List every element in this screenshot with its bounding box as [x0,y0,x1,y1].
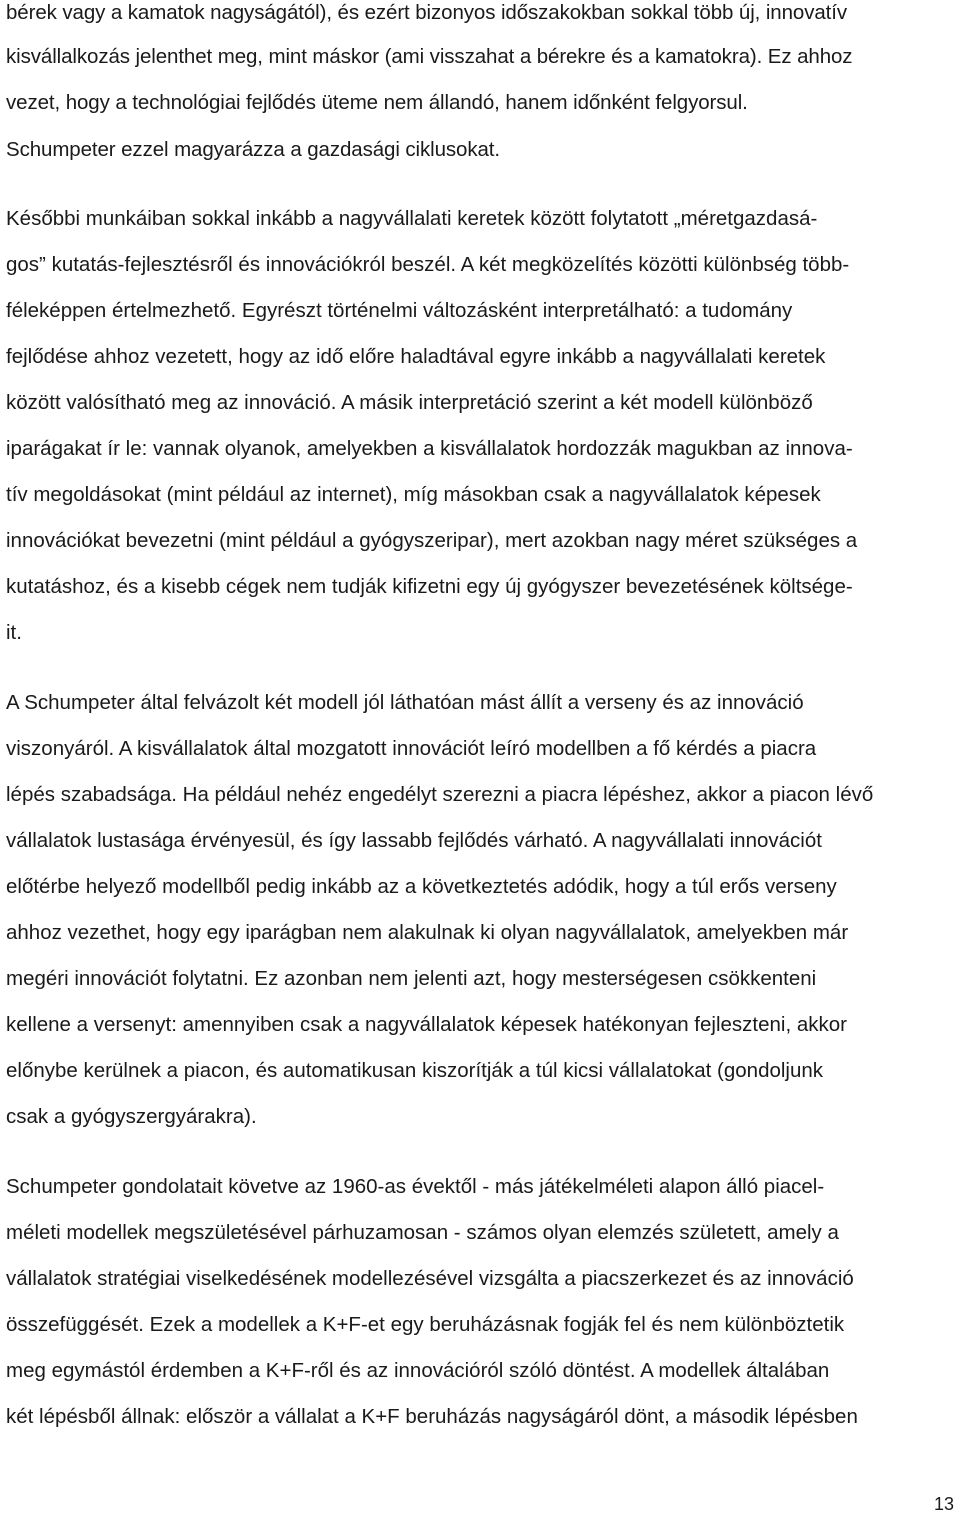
text-line: előnybe kerülnek a piacon, és automatikusan kiszorítják a túl kicsi vállalatokat (gondoljunk [6,1059,824,1082]
text-line: iparágakat ír le: vannak olyanok, amelyekben a kisvállalatok hordozzák magukban az innova- [6,437,853,460]
page-number: 13 [933,1494,954,1514]
text-line: összefüggését. Ezek a modellek a K+F-et egy beruházásnak fogják fel és nem különböztetik [6,1313,845,1336]
text-line: két lépésből állnak: először a vállalat a K+F beruházás nagyságáról dönt, a második lépésben [6,1405,858,1428]
text-line: megéri innovációt folytatni. Ez azonban nem jelenti azt, hogy mesterségesen csökkenteni [6,967,817,990]
text-line: kellene a versenyt: amennyiben csak a nagyvállalatok képesek hatékonyan fejleszteni, akkor [6,1013,847,1036]
text-line: féleképpen értelmezhető. Egyrészt történelmi változásként interpretálható: a tudomány [6,299,793,322]
text-line: fejlődése ahhoz vezetett, hogy az idő előre haladtával egyre inkább a nagyvállalati keretek [6,345,826,368]
text-line: innovációkat bevezetni (mint például a gyógyszeripar), mert azokban nagy méret szükséges a [6,529,858,552]
text-line: kisvállalkozás jelenthet meg, mint máskor (ami visszahat a bérekre és a kamatokra). Ez ahhoz [6,45,853,68]
text-line: tív megoldásokat (mint például az internet), míg másokban csak a nagyvállalatok képesek [6,483,821,506]
text-line: bérek vagy a kamatok nagyságától), és ezért bizonyos időszakokban sokkal több új, innovatív [6,1,847,24]
text-line: gos” kutatás-fejlesztésről és innovációkról beszél. A két megközelítés közötti különbség több- [6,253,850,276]
text-line: vállalatok lustasága érvényesül, és így lassabb fejlődés várható. A nagyvállalati innovációt [6,829,822,852]
text-line: előtérbe helyező modellből pedig inkább az a következtetés adódik, hogy a túl erős verseny [6,875,837,898]
text-line: Schumpeter gondolatait követve az 1960-as évektől - más játékelméleti alapon álló piacel- [6,1175,825,1198]
text-line: meg egymástól érdemben a K+F-ről és az innovációról szóló döntést. A modellek általában [6,1359,830,1382]
text-line: lépés szabadsága. Ha például nehéz engedélyt szerezni a piacra lépéshez, akkor a piacon lévő [6,783,874,806]
text-line: viszonyáról. A kisvállalatok által mozgatott innovációt leíró modellben a fő kérdés a piacra [6,737,817,760]
text-line: ahhoz vezethet, hogy egy iparágban nem alakulnak ki olyan nagyvállalatok, amelyekben már [6,921,849,944]
text-line: Későbbi munkáiban sokkal inkább a nagyvállalati keretek között folytatott „méretgazdasá- [6,207,818,230]
text-line: méleti modellek megszületésével párhuzamosan - számos olyan elemzés született, amely a [6,1221,839,1244]
text-line: A Schumpeter által felvázolt két modell jól láthatóan mást állít a verseny és az innováció [6,691,804,714]
text-line: között valósítható meg az innováció. A másik interpretáció szerint a két modell különböző [6,391,813,414]
text-line: vezet, hogy a technológiai fejlődés üteme nem állandó, hanem időnként felgyorsul. [6,91,748,114]
text-line: it. [6,621,22,644]
text-line: vállalatok stratégiai viselkedésének modellezésével vizsgálta a piacszerkezet és az innováció [6,1267,854,1290]
text-line: csak a gyógyszergyárakra). [6,1105,257,1128]
text-line: kutatáshoz, és a kisebb cégek nem tudják kifizetni egy új gyógyszer bevezetésének költsége- [6,575,853,598]
text-line: Schumpeter ezzel magyarázza a gazdasági ciklusokat. [6,138,500,161]
